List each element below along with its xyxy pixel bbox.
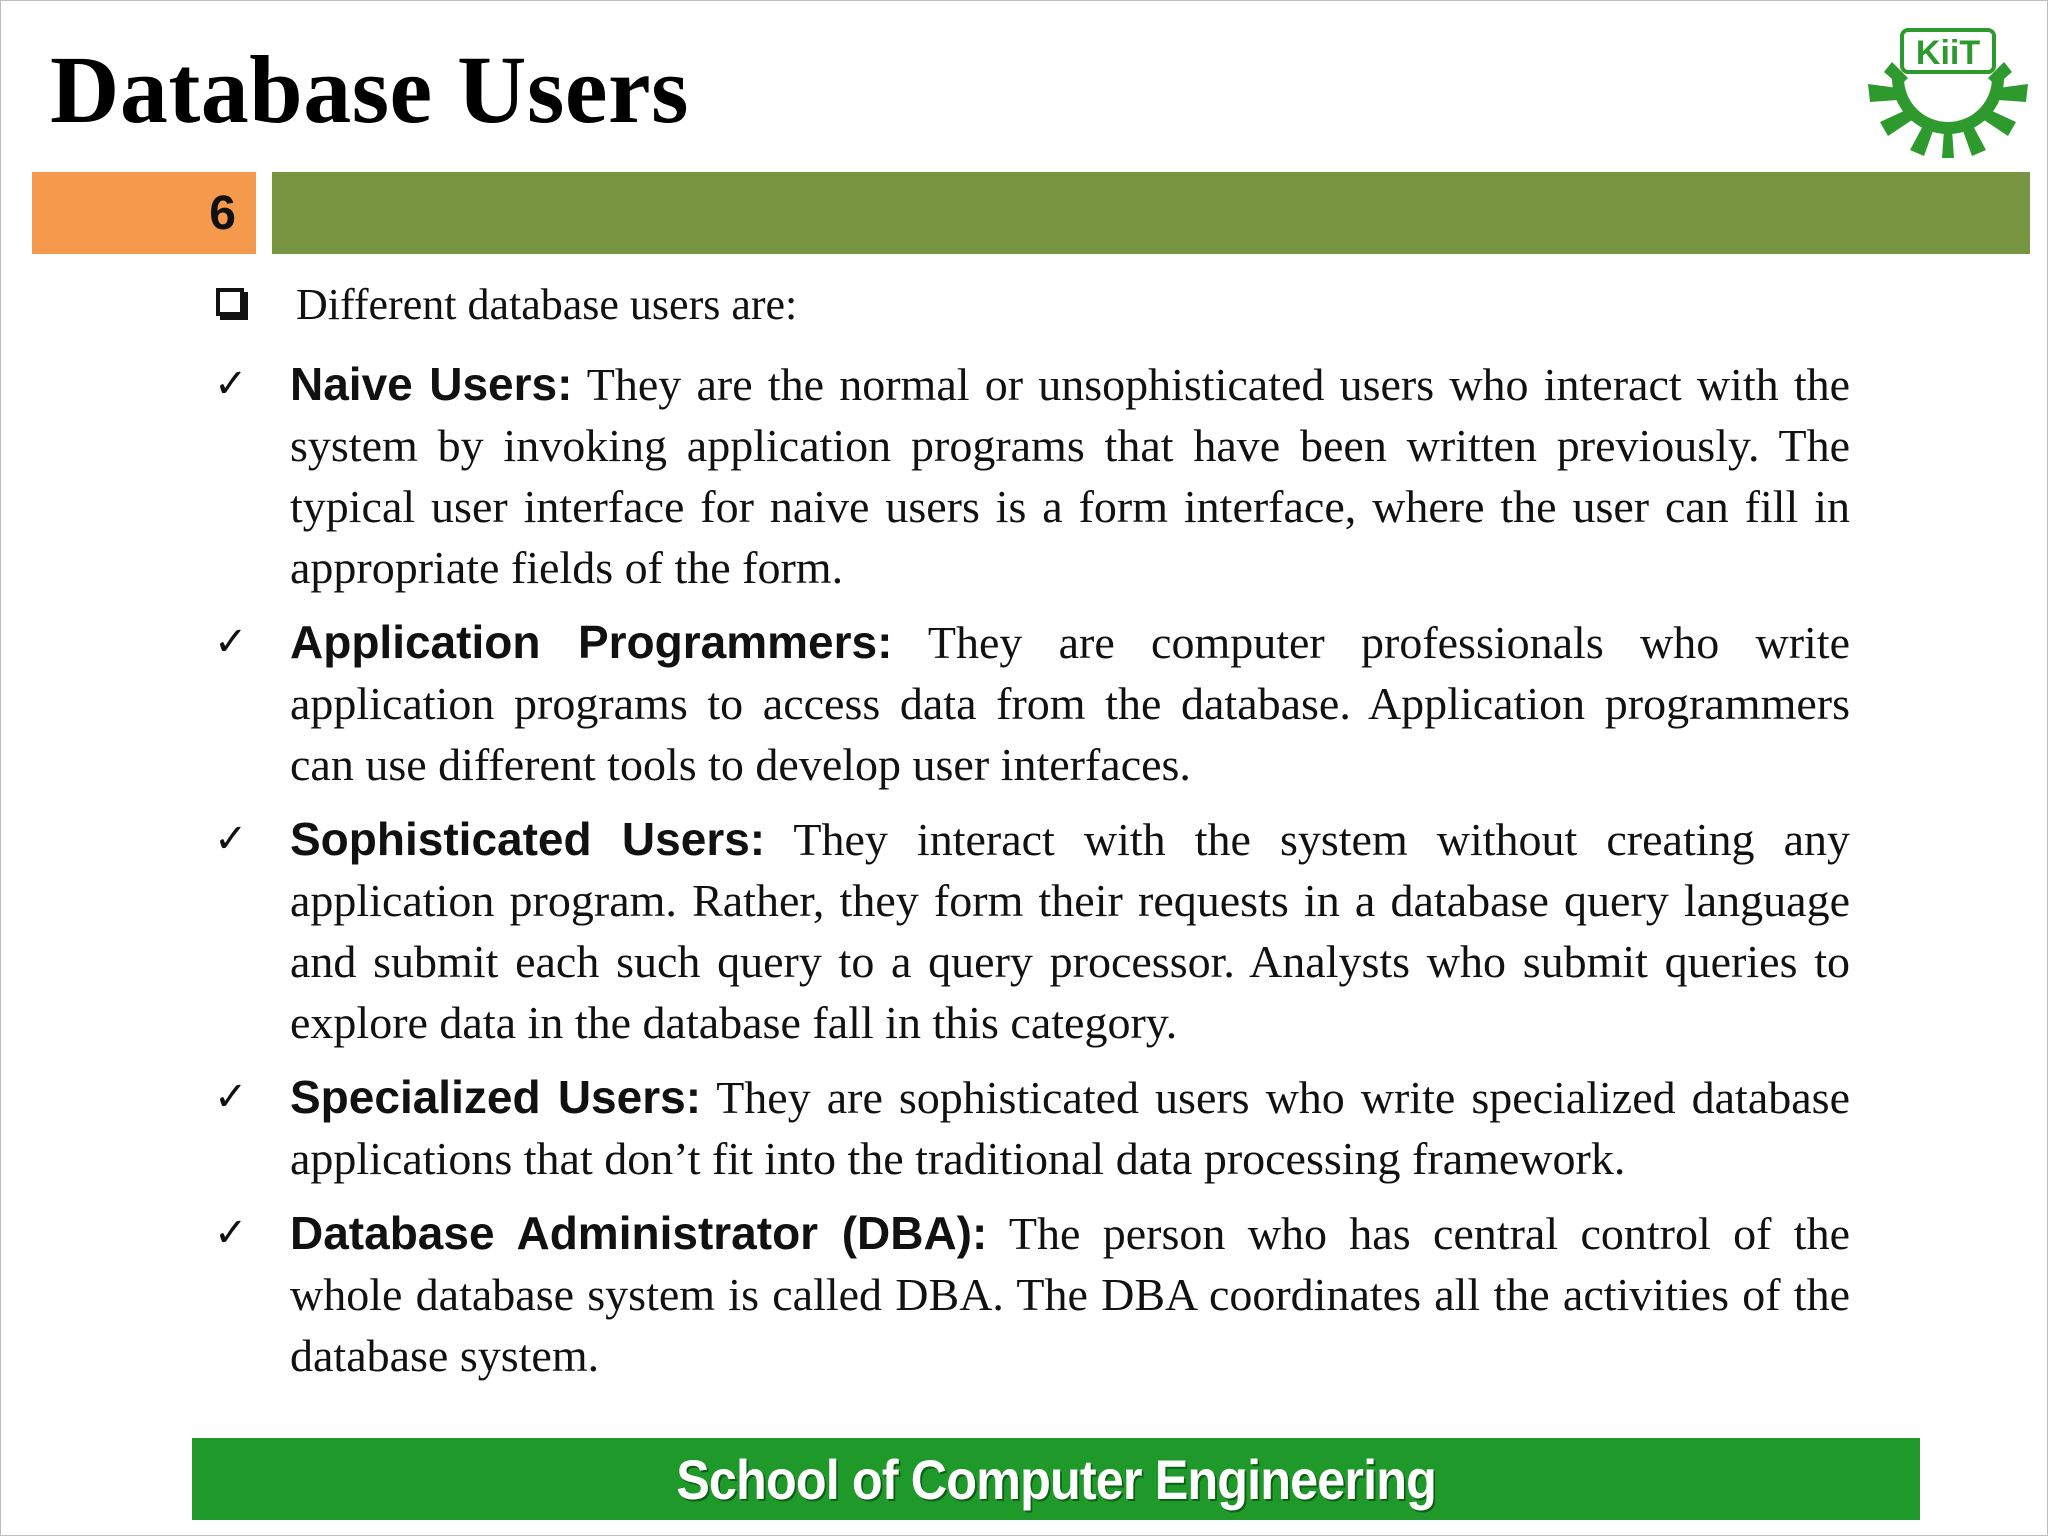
checkmark-icon: ✓: [214, 361, 248, 407]
item-description: They interact with the system without creating any application program. Rather, they form their requests in a database query language and submit each such query to a query processor. Analysts who submit queries to explore data in the database fall in this category.: [290, 814, 1850, 1048]
item-description: The person who has central control of the whole database system is called DBA. The DBA coordinates all the activities of the database system.: [290, 1208, 1850, 1381]
item-term: Database Administrator (DBA):: [290, 1207, 988, 1259]
list-item: [210, 809, 1850, 1053]
list-item: [210, 612, 1850, 795]
item-term: Application Programmers:: [290, 616, 893, 668]
intro-text: Different database users are:: [296, 280, 798, 329]
title-accent-bar: [272, 172, 2030, 254]
list-item: [210, 1067, 1850, 1189]
kiit-logo: [1858, 22, 2038, 162]
checkmark-icon: ✓: [214, 1210, 248, 1256]
slide-number-bar: [32, 172, 256, 254]
footer-banner: [192, 1438, 1920, 1520]
intro-line: [210, 270, 1850, 340]
square-bullet-icon: [216, 288, 244, 316]
item-term: Naive Users:: [290, 358, 573, 410]
item-description: They are computer professionals who write application programs to access data from the database. Application programmers can use different tools to develop user interfaces.: [290, 617, 1850, 790]
item-description: They are sophisticated users who write specialized database applications that don’t fit into the traditional data processing framework.: [290, 1072, 1850, 1184]
checkmark-icon: ✓: [214, 1074, 248, 1120]
checkmark-icon: ✓: [214, 816, 248, 862]
list-item: [210, 354, 1850, 598]
svg-text:KiiT: KiiT: [1915, 34, 1981, 72]
checkmark-icon: ✓: [214, 619, 248, 665]
item-description: They are the normal or unsophisticated users who interact with the system by invoking application programs that have been written previously. The typical user interface for naive users is a form interface, where the user can fill in appropriate fields of the form.: [290, 359, 1851, 593]
item-term: Sophisticated Users:: [290, 813, 766, 865]
item-term: Specialized Users:: [290, 1071, 702, 1123]
slide-number: 6: [209, 186, 236, 240]
list-item: [210, 1203, 1850, 1386]
slide-content: [210, 270, 1850, 1386]
footer-text: School of Computer Engineering: [676, 1447, 1436, 1511]
slide-title: Database Users: [50, 36, 689, 143]
